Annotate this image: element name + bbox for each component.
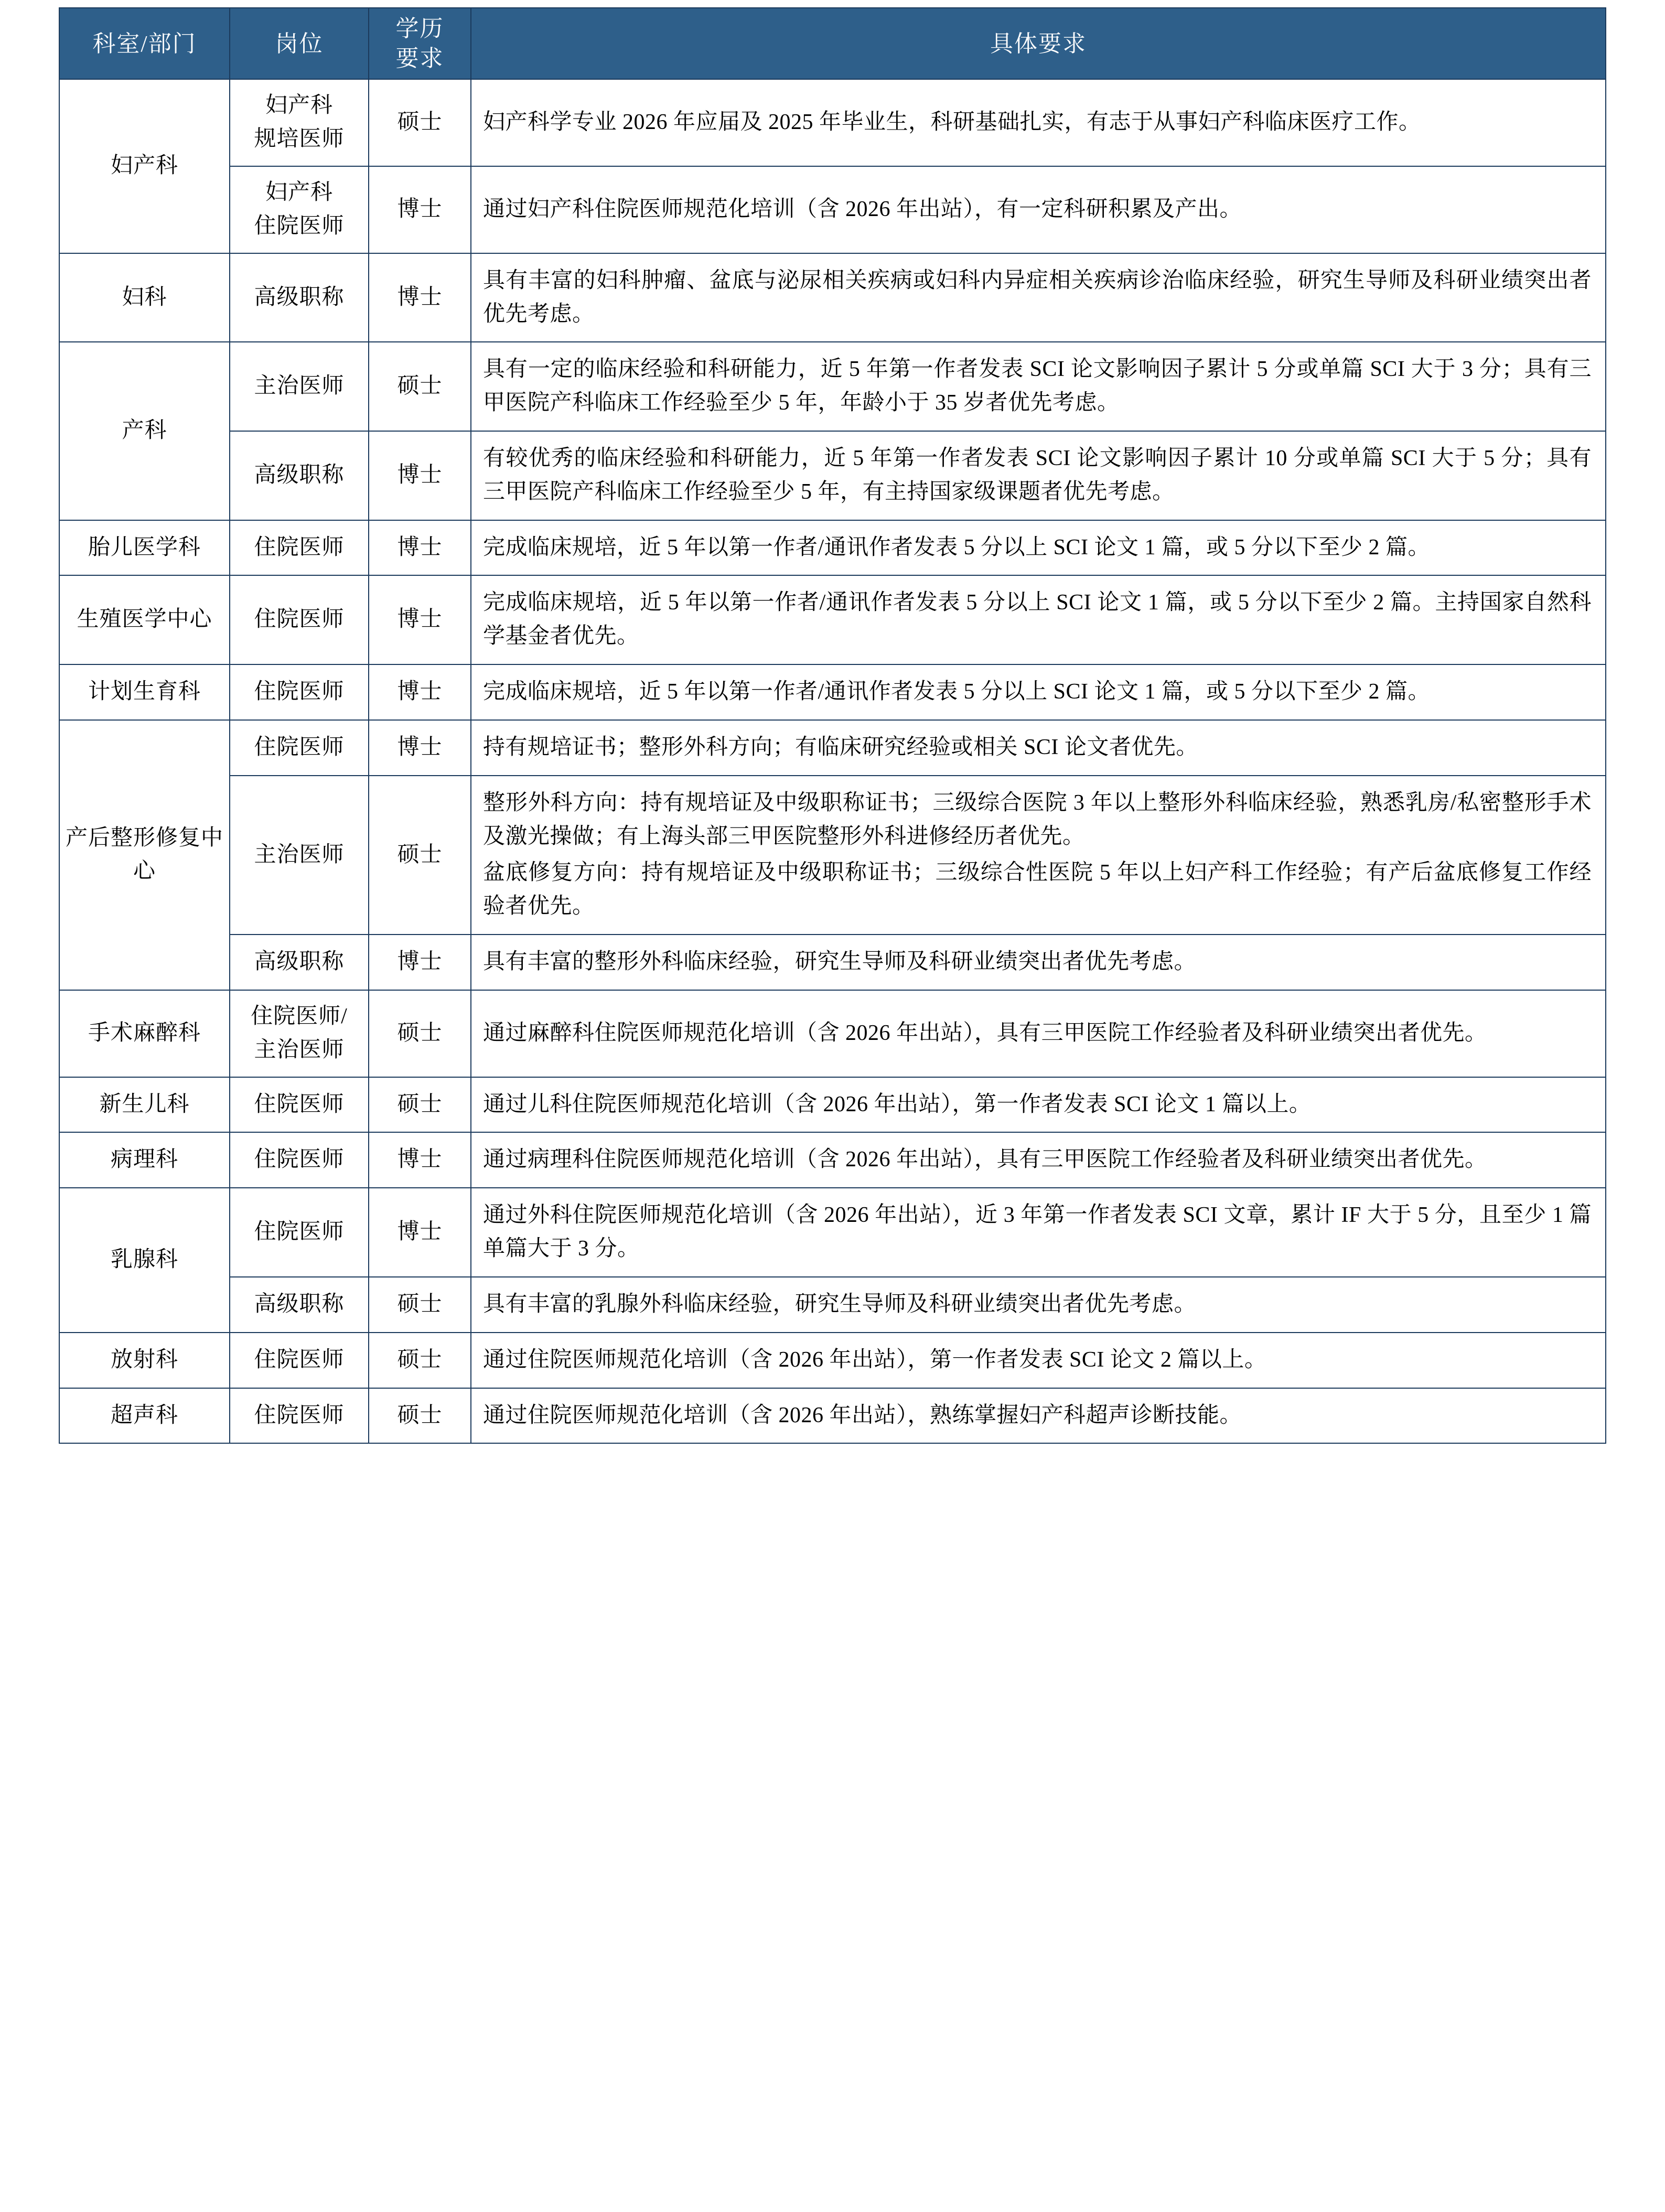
cell-requirements	[471, 1333, 1606, 1388]
table-row	[59, 253, 1606, 342]
cell-requirements	[471, 935, 1606, 990]
table-row	[59, 575, 1606, 664]
cell-requirements	[471, 431, 1606, 520]
table-row	[59, 79, 1606, 166]
cell-education: 博士	[369, 166, 471, 253]
cell-requirements	[471, 253, 1606, 342]
cell-requirements	[471, 1132, 1606, 1188]
table-row	[59, 431, 1606, 520]
cell-position-line1: 高级职称	[254, 1292, 345, 1316]
cell-education: 博士	[369, 253, 471, 342]
cell-requirements	[471, 575, 1606, 664]
requirement-paragraph: 具有丰富的妇科肿瘤、盆底与泌尿相关疾病或妇科内异症相关疾病诊治临床经验，研究生导师及科研业绩突出者优先考虑。	[483, 268, 1592, 326]
cell-position	[230, 342, 369, 431]
cell-requirements	[471, 1077, 1606, 1133]
cell-requirements	[471, 520, 1606, 576]
table-row	[59, 1277, 1606, 1333]
cell-position	[230, 520, 369, 576]
table-row	[59, 342, 1606, 431]
cell-position-line1: 住院医师	[254, 1092, 345, 1116]
cell-education: 硕士	[369, 1388, 471, 1444]
requirement-paragraph: 具有丰富的整形外科临床经验，研究生导师及科研业绩突出者优先考虑。	[483, 950, 1197, 974]
cell-position	[230, 1388, 369, 1444]
cell-education: 硕士	[369, 1333, 471, 1388]
cell-position-line1: 住院医师/	[251, 1004, 348, 1028]
requirement-paragraph: 妇产科学专业 2026 年应届及 2025 年毕业生，科研基础扎实，有志于从事妇产科临床医疗工作。	[483, 110, 1421, 135]
cell-requirements	[471, 720, 1606, 776]
requirement-paragraph: 完成临床规培，近 5 年以第一作者/通讯作者发表 5 分以上 SCI 论文 1 篇，或 5 分以下至少 2 篇。	[483, 680, 1431, 704]
cell-position	[230, 166, 369, 253]
cell-position-line1: 住院医师	[254, 535, 345, 560]
cell-position	[230, 776, 369, 935]
table-row	[59, 990, 1606, 1077]
cell-education: 硕士	[369, 1077, 471, 1133]
column-header-education	[369, 8, 471, 79]
cell-position-line1: 住院医师	[254, 1347, 345, 1372]
requirement-paragraph: 整形外科方向：持有规培证及中级职称证书；三级综合医院 3 年以上整形外科临床经验，熟悉乳房/私密整形手术及激光操做；有上海头部三甲医院整形外科进修经历者优先。	[483, 790, 1592, 849]
table-row	[59, 776, 1606, 935]
cell-department: 妇产科	[59, 79, 230, 253]
cell-position-line1: 高级职称	[254, 285, 345, 309]
cell-education: 硕士	[369, 1277, 471, 1333]
column-header-department: 科室/部门	[59, 8, 230, 79]
cell-education: 博士	[369, 431, 471, 520]
cell-position-line2: 主治医师	[254, 1037, 345, 1062]
cell-position	[230, 1333, 369, 1388]
cell-education: 博士	[369, 520, 471, 576]
cell-requirements	[471, 776, 1606, 935]
cell-requirements	[471, 166, 1606, 253]
cell-position	[230, 664, 369, 720]
cell-position-line1: 主治医师	[254, 842, 345, 867]
cell-position-line1: 妇产科	[265, 93, 333, 118]
cell-position-line2: 住院医师	[254, 213, 345, 238]
requirement-paragraph: 具有一定的临床经验和科研能力，近 5 年第一作者发表 SCI 论文影响因子累计 5 分或单篇 SCI 大于 3 分；具有三甲医院产科临床工作经验至少 5 年，年龄小于 35 岁者优先考虑。	[483, 357, 1592, 415]
cell-department: 产科	[59, 342, 230, 520]
cell-department: 新生儿科	[59, 1077, 230, 1133]
cell-requirements	[471, 1277, 1606, 1333]
table-row	[59, 520, 1606, 576]
cell-education: 硕士	[369, 342, 471, 431]
table-row	[59, 1333, 1606, 1388]
table-header-row	[59, 8, 1606, 79]
requirement-paragraph: 有较优秀的临床经验和科研能力，近 5 年第一作者发表 SCI 论文影响因子累计 10 分或单篇 SCI 大于 5 分；具有三甲医院产科临床工作经验至少 5 年，有主持国家级课题者优先考虑。	[483, 446, 1592, 504]
requirement-paragraph: 具有丰富的乳腺外科临床经验，研究生导师及科研业绩突出者优先考虑。	[483, 1292, 1197, 1316]
table-row	[59, 1188, 1606, 1277]
column-header-education-line2: 要求	[395, 46, 444, 72]
cell-position	[230, 431, 369, 520]
table-row	[59, 720, 1606, 776]
cell-education: 博士	[369, 1132, 471, 1188]
cell-requirements	[471, 1188, 1606, 1277]
cell-education: 博士	[369, 1188, 471, 1277]
requirement-paragraph: 通过麻醉科住院医师规范化培训（含 2026 年出站），具有三甲医院工作经验者及科研业绩突出者优先。	[483, 1021, 1487, 1045]
column-header-position: 岗位	[230, 8, 369, 79]
table-row	[59, 166, 1606, 253]
column-header-requirements: 具体要求	[471, 8, 1606, 79]
cell-requirements	[471, 1388, 1606, 1444]
requirement-paragraph: 盆底修复方向：持有规培证及中级职称证书；三级综合性医院 5 年以上妇产科工作经验；有产后盆底修复工作经验者优先。	[483, 861, 1592, 919]
requirement-paragraph: 通过病理科住院医师规范化培训（含 2026 年出站），具有三甲医院工作经验者及科研业绩突出者优先。	[483, 1147, 1487, 1172]
cell-position-line2: 规培医师	[254, 127, 345, 152]
requirement-paragraph: 通过妇产科住院医师规范化培训（含 2026 年出站），有一定科研积累及产出。	[483, 197, 1242, 221]
cell-position	[230, 1132, 369, 1188]
table-row	[59, 1388, 1606, 1444]
cell-department: 手术麻醉科	[59, 990, 230, 1077]
table-body	[59, 79, 1606, 1443]
cell-education: 硕士	[369, 79, 471, 166]
table-header	[59, 8, 1606, 79]
cell-requirements	[471, 664, 1606, 720]
cell-position-line1: 高级职称	[254, 463, 345, 487]
cell-education: 硕士	[369, 990, 471, 1077]
requirement-paragraph: 通过住院医师规范化培训（含 2026 年出站），熟练掌握妇产科超声诊断技能。	[483, 1403, 1242, 1427]
cell-department: 放射科	[59, 1333, 230, 1388]
cell-department: 病理科	[59, 1132, 230, 1188]
cell-position	[230, 253, 369, 342]
cell-position-line1: 住院医师	[254, 1220, 345, 1244]
table-row	[59, 1132, 1606, 1188]
cell-requirements	[471, 79, 1606, 166]
requirement-paragraph: 通过住院医师规范化培训（含 2026 年出站），第一作者发表 SCI 论文 2 篇以上。	[483, 1347, 1267, 1372]
requirement-paragraph: 通过外科住院医师规范化培训（含 2026 年出站），近 3 年第一作者发表 SCI 文章，累计 IF 大于 5 分，且至少 1 篇单篇大于 3 分。	[483, 1203, 1592, 1261]
cell-position-line1: 住院医师	[254, 735, 345, 759]
requirement-paragraph: 持有规培证书；整形外科方向；有临床研究经验或相关 SCI 论文者优先。	[483, 735, 1198, 759]
cell-education: 硕士	[369, 776, 471, 935]
cell-requirements	[471, 342, 1606, 431]
requirement-paragraph: 通过儿科住院医师规范化培训（含 2026 年出站），第一作者发表 SCI 论文 1 篇以上。	[483, 1092, 1312, 1116]
cell-position-line1: 住院医师	[254, 680, 345, 704]
cell-department: 胎儿医学科	[59, 520, 230, 576]
cell-position	[230, 990, 369, 1077]
cell-position	[230, 1077, 369, 1133]
table-row	[59, 1077, 1606, 1133]
cell-education: 博士	[369, 935, 471, 990]
table-row	[59, 664, 1606, 720]
cell-department: 生殖医学中心	[59, 575, 230, 664]
cell-position	[230, 79, 369, 166]
cell-department: 乳腺科	[59, 1188, 230, 1332]
cell-position	[230, 720, 369, 776]
cell-position	[230, 1188, 369, 1277]
cell-position-line1: 主治医师	[254, 374, 345, 399]
cell-position-line1: 高级职称	[254, 950, 345, 974]
cell-education: 博士	[369, 720, 471, 776]
cell-education: 博士	[369, 664, 471, 720]
cell-position	[230, 1277, 369, 1333]
column-header-education-line1: 学历	[395, 16, 444, 41]
cell-department: 计划生育科	[59, 664, 230, 720]
requirement-paragraph: 完成临床规培，近 5 年以第一作者/通讯作者发表 5 分以上 SCI 论文 1 篇，或 5 分以下至少 2 篇。	[483, 535, 1431, 560]
cell-education: 博士	[369, 575, 471, 664]
cell-requirements	[471, 990, 1606, 1077]
cell-position-line1: 住院医师	[254, 1147, 345, 1172]
cell-department: 超声科	[59, 1388, 230, 1444]
recruitment-requirements-table	[59, 7, 1606, 1444]
table-row	[59, 935, 1606, 990]
cell-position	[230, 935, 369, 990]
cell-position-line1: 住院医师	[254, 607, 345, 632]
cell-position-line1: 住院医师	[254, 1403, 345, 1427]
cell-position-line1: 妇产科	[265, 180, 333, 205]
requirement-paragraph: 完成临床规培，近 5 年以第一作者/通讯作者发表 5 分以上 SCI 论文 1 篇，或 5 分以下至少 2 篇。主持国家自然科学基金者优先。	[483, 590, 1592, 649]
cell-department: 产后整形修复中心	[59, 720, 230, 990]
cell-department: 妇科	[59, 253, 230, 342]
cell-position	[230, 575, 369, 664]
